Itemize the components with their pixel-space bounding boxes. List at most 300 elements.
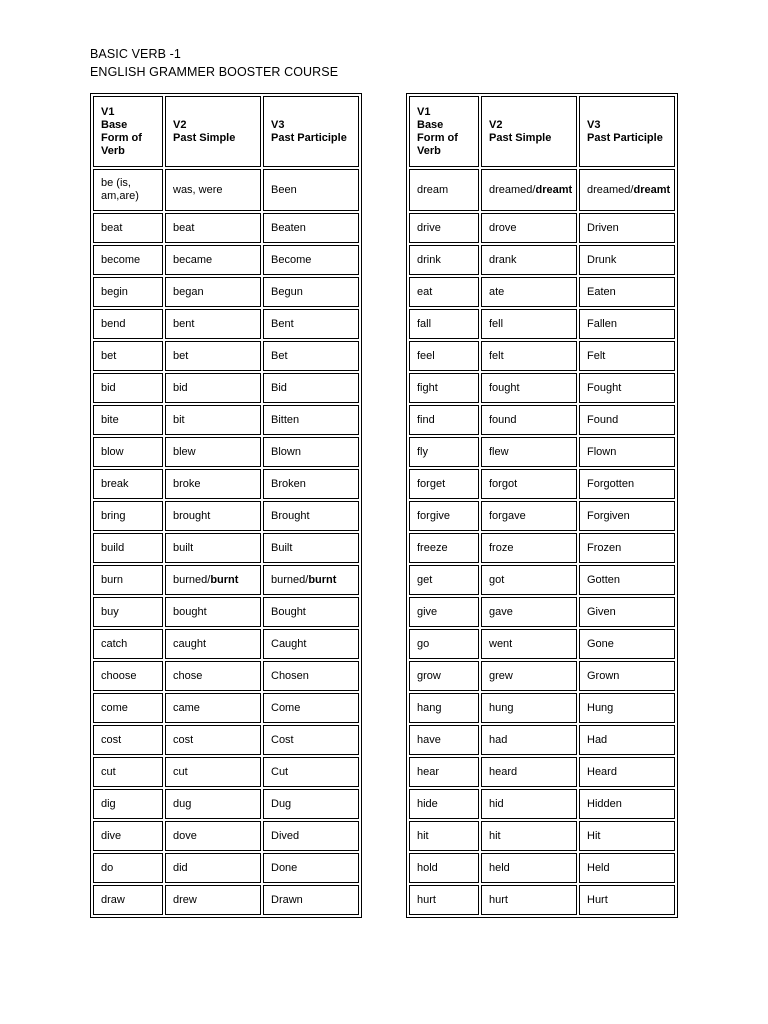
verb-cell-v2 [165, 437, 261, 467]
verb-cell-v3 [579, 757, 675, 787]
verb-form: burned/ [271, 573, 309, 586]
verb-form: was, were [173, 183, 223, 196]
verb-cell-v3 [263, 169, 359, 211]
verb-cell-v1 [409, 169, 479, 211]
verb-form: fell [489, 317, 504, 330]
verb-cell-v1 [409, 757, 479, 787]
verb-form: drive [417, 221, 441, 234]
table-row [93, 373, 359, 403]
table-row [93, 725, 359, 755]
verb-cell-v1 [93, 469, 163, 499]
verb-cell-v3 [579, 309, 675, 339]
verb-form: forgive [417, 509, 451, 522]
verb-form: bought [173, 605, 207, 618]
verb-cell-v1 [93, 213, 163, 243]
verb-cell-v2 [481, 629, 577, 659]
table-row [93, 533, 359, 563]
verb-cell-v3 [579, 885, 675, 915]
verb-form: dive [101, 829, 122, 842]
column-header-line: Form of [417, 131, 458, 144]
verb-form: Fallen [587, 317, 617, 330]
table-row [93, 597, 359, 627]
verb-cell-v3 [263, 629, 359, 659]
verb-form: Chosen [271, 669, 309, 682]
verb-cell-v3 [263, 469, 359, 499]
verb-cell-v1 [409, 629, 479, 659]
verb-cell-v3 [263, 501, 359, 531]
verb-cell-v3 [263, 661, 359, 691]
verb-cell-v2 [481, 277, 577, 307]
verb-cell-v1 [409, 213, 479, 243]
verb-form: Heard [587, 765, 617, 778]
verb-cell-v2 [481, 821, 577, 851]
verb-form: Blown [271, 445, 301, 458]
verb-cell-v1 [409, 725, 479, 755]
verb-form: Found [587, 413, 619, 426]
column-header-line: Form of [101, 131, 142, 144]
verb-cell-v3 [579, 469, 675, 499]
verb-form: beat [173, 221, 195, 234]
verb-form: Driven [587, 221, 619, 234]
verb-form: go [417, 637, 430, 650]
verb-cell-v3 [263, 373, 359, 403]
verb-cell-v1 [93, 821, 163, 851]
verb-cell-v2 [481, 757, 577, 787]
verb-cell-v1 [409, 853, 479, 883]
verb-form: hit [417, 829, 429, 842]
column-header-line: Verb [417, 144, 441, 157]
verb-form: forgave [489, 509, 526, 522]
table-row [409, 853, 675, 883]
table-row [409, 405, 675, 435]
verb-form: Hidden [587, 797, 622, 810]
verb-form: build [101, 541, 125, 554]
verb-form: grow [417, 669, 441, 682]
verb-cell-v2 [481, 373, 577, 403]
column-header-line: Base [417, 118, 444, 131]
column-header-line: V3 [271, 118, 285, 131]
verb-form: Fought [587, 381, 622, 394]
table-row [93, 757, 359, 787]
verb-cell-v3 [579, 853, 675, 883]
verb-form: fight [417, 381, 438, 394]
verb-form: hurt [417, 893, 436, 906]
table-row [409, 821, 675, 851]
verb-cell-v1 [409, 565, 479, 595]
verb-cell-v3 [579, 725, 675, 755]
verb-cell-v3 [263, 725, 359, 755]
verb-form: Had [587, 733, 608, 746]
table-row [409, 501, 675, 531]
verb-cell-v1 [409, 341, 479, 371]
verb-form: Hit [587, 829, 601, 842]
table-row [409, 277, 675, 307]
verb-form: came [173, 701, 200, 714]
verb-cell-v1 [409, 789, 479, 819]
verb-cell-v2 [481, 885, 577, 915]
table-row [93, 885, 359, 915]
verb-cell-v2 [481, 169, 577, 211]
verb-cell-v3 [263, 341, 359, 371]
verb-form: Bent [271, 317, 294, 330]
verb-form: got [489, 573, 505, 586]
verb-form: heard [489, 765, 518, 778]
verb-cell-v2 [165, 565, 261, 595]
column-header-line: V2 [489, 118, 503, 131]
verb-form-alt: burnt [308, 573, 337, 586]
verb-cell-v1 [93, 169, 163, 211]
table-row [409, 725, 675, 755]
verb-form: did [173, 861, 188, 874]
verb-form: choose [101, 669, 137, 682]
verb-cell-v2 [481, 693, 577, 723]
verb-cell-v3 [579, 661, 675, 691]
verb-form: built [173, 541, 194, 554]
verb-cell-v2 [481, 245, 577, 275]
table-row [93, 469, 359, 499]
verb-cell-v3 [579, 597, 675, 627]
verb-form: Dived [271, 829, 300, 842]
verb-cell-v2 [165, 245, 261, 275]
verb-cell-v1 [409, 597, 479, 627]
verb-form: hold [417, 861, 438, 874]
verb-form: dig [101, 797, 116, 810]
verb-cell-v1 [93, 757, 163, 787]
verb-cell-v3 [263, 597, 359, 627]
verb-form: bet [101, 349, 117, 362]
verb-cell-v1 [409, 373, 479, 403]
verb-form: broke [173, 477, 201, 490]
verb-form: bid [101, 381, 116, 394]
verb-form: be (is, am,are) [101, 177, 139, 202]
verb-form: hide [417, 797, 438, 810]
verb-form: Felt [587, 349, 606, 362]
verb-form: Forgiven [587, 509, 630, 522]
verb-cell-v1 [93, 661, 163, 691]
verb-form: Cost [271, 733, 294, 746]
verb-form: fought [489, 381, 520, 394]
verb-cell-v1 [409, 661, 479, 691]
verb-form: dreamed/ [587, 183, 634, 196]
verb-form: Cut [271, 765, 289, 778]
verb-cell-v3 [263, 245, 359, 275]
verb-form: do [101, 861, 114, 874]
verb-cell-v2 [165, 469, 261, 499]
verb-cell-v1 [93, 725, 163, 755]
column-header-v1 [93, 96, 163, 167]
verb-form: dove [173, 829, 197, 842]
verb-form: felt [489, 349, 504, 362]
verb-form: catch [101, 637, 128, 650]
table-row [409, 661, 675, 691]
verb-form: Eaten [587, 285, 616, 298]
verb-cell-v3 [579, 565, 675, 595]
verb-cell-v1 [93, 341, 163, 371]
verb-form: dreamed/ [489, 183, 536, 196]
verb-cell-v3 [579, 629, 675, 659]
table-row [93, 661, 359, 691]
table-row [93, 501, 359, 531]
verb-form: became [173, 253, 213, 266]
verb-cell-v1 [409, 277, 479, 307]
verb-cell-v2 [481, 661, 577, 691]
verb-cell-v2 [481, 213, 577, 243]
verb-cell-v1 [93, 373, 163, 403]
verb-form: gave [489, 605, 513, 618]
verb-cell-v2 [481, 437, 577, 467]
verb-cell-v1 [409, 821, 479, 851]
verb-cell-v2 [481, 533, 577, 563]
verb-form: Drawn [271, 893, 303, 906]
table-row [409, 373, 675, 403]
verb-cell-v2 [165, 821, 261, 851]
verb-form: beat [101, 221, 123, 234]
verb-form: feel [417, 349, 435, 362]
table-row [409, 245, 675, 275]
verb-form: become [101, 253, 141, 266]
verb-form: bit [173, 413, 185, 426]
column-header-line: Base [101, 118, 128, 131]
verb-cell-v3 [579, 789, 675, 819]
table-row [93, 437, 359, 467]
verb-cell-v2 [481, 789, 577, 819]
verb-form: Gone [587, 637, 614, 650]
verb-cell-v3 [263, 885, 359, 915]
verb-cell-v1 [93, 533, 163, 563]
table-row [93, 853, 359, 883]
verb-cell-v2 [165, 533, 261, 563]
table-row [93, 405, 359, 435]
verb-cell-v1 [93, 501, 163, 531]
verb-form: cost [173, 733, 194, 746]
verb-form: bend [101, 317, 126, 330]
verb-form: Held [587, 861, 610, 874]
verb-cell-v3 [579, 169, 675, 211]
table-row [93, 213, 359, 243]
verb-form: had [489, 733, 508, 746]
verb-form: bent [173, 317, 195, 330]
verb-table-left [90, 93, 362, 918]
verb-form: caught [173, 637, 207, 650]
column-header-line: Past Participle [271, 131, 347, 144]
table-row [93, 629, 359, 659]
verb-cell-v1 [93, 437, 163, 467]
verb-form: Beaten [271, 221, 306, 234]
verb-cell-v1 [409, 309, 479, 339]
verb-form: fall [417, 317, 432, 330]
verb-cell-v2 [481, 501, 577, 531]
verb-form: drew [173, 893, 197, 906]
verb-form: went [489, 637, 513, 650]
verb-cell-v1 [409, 501, 479, 531]
verb-form: burned/ [173, 573, 211, 586]
verb-table-right [406, 93, 678, 918]
table-row [409, 309, 675, 339]
verb-form: Hung [587, 701, 614, 714]
verb-form: forget [417, 477, 446, 490]
verb-form: drink [417, 253, 441, 266]
verb-form: Dug [271, 797, 292, 810]
verb-form: bid [173, 381, 188, 394]
table-row [93, 169, 359, 211]
verb-cell-v2 [165, 309, 261, 339]
verb-cell-v2 [165, 853, 261, 883]
verb-form: hung [489, 701, 514, 714]
verb-form: Been [271, 183, 297, 196]
table-header-row [93, 96, 359, 167]
verb-cell-v1 [93, 853, 163, 883]
verb-form: bring [101, 509, 126, 522]
verb-cell-v2 [481, 341, 577, 371]
verb-cell-v1 [409, 693, 479, 723]
verb-cell-v1 [409, 245, 479, 275]
verb-form: blew [173, 445, 196, 458]
verb-cell-v1 [409, 405, 479, 435]
column-header-v2 [165, 96, 261, 167]
verb-form: cost [101, 733, 122, 746]
verb-form: dream [417, 183, 449, 196]
verb-form: froze [489, 541, 514, 554]
verb-form: Bet [271, 349, 288, 362]
verb-form: freeze [417, 541, 448, 554]
verb-cell-v1 [93, 597, 163, 627]
table-row [409, 597, 675, 627]
verb-cell-v3 [579, 213, 675, 243]
verb-form-alt: burnt [210, 573, 239, 586]
table-row [93, 277, 359, 307]
verb-cell-v1 [93, 565, 163, 595]
verb-cell-v2 [165, 169, 261, 211]
verb-form: Bitten [271, 413, 300, 426]
verb-cell-v1 [93, 629, 163, 659]
table-row [93, 245, 359, 275]
verb-form: Flown [587, 445, 617, 458]
verb-cell-v3 [263, 213, 359, 243]
verb-form: find [417, 413, 435, 426]
verb-form: forgot [489, 477, 518, 490]
verb-cell-v2 [165, 629, 261, 659]
verb-cell-v2 [165, 501, 261, 531]
verb-cell-v3 [579, 501, 675, 531]
verb-cell-v2 [165, 757, 261, 787]
table-row [409, 885, 675, 915]
verb-cell-v2 [481, 469, 577, 499]
verb-form: Forgotten [587, 477, 635, 490]
verb-cell-v2 [481, 597, 577, 627]
table-row [93, 341, 359, 371]
verb-form: burn [101, 573, 124, 586]
verb-form: cut [101, 765, 116, 778]
verb-cell-v2 [165, 213, 261, 243]
verb-form: drank [489, 253, 517, 266]
verb-cell-v3 [579, 341, 675, 371]
verb-cell-v3 [579, 437, 675, 467]
column-header-line: Verb [101, 144, 125, 157]
verb-cell-v3 [263, 437, 359, 467]
column-header-v1 [409, 96, 479, 167]
table-row [409, 213, 675, 243]
verb-form: cut [173, 765, 188, 778]
column-header-line: Past Participle [587, 131, 663, 144]
verb-form: Become [271, 253, 312, 266]
verb-form: ate [489, 285, 505, 298]
verb-cell-v3 [263, 565, 359, 595]
verb-form: dug [173, 797, 192, 810]
verb-form: held [489, 861, 510, 874]
verb-cell-v2 [165, 693, 261, 723]
verb-form: flew [489, 445, 509, 458]
verb-form: hurt [489, 893, 508, 906]
verb-cell-v2 [165, 725, 261, 755]
verb-cell-v2 [165, 597, 261, 627]
verb-cell-v1 [93, 405, 163, 435]
verb-cell-v2 [481, 853, 577, 883]
verb-form: Gotten [587, 573, 621, 586]
verb-form: hear [417, 765, 440, 778]
verb-cell-v3 [579, 245, 675, 275]
table-row [409, 565, 675, 595]
verb-form: Hurt [587, 893, 608, 906]
verb-form: Bid [271, 381, 287, 394]
verb-cell-v1 [93, 693, 163, 723]
table-row [409, 693, 675, 723]
verb-form-alt: dreamt [535, 183, 573, 196]
verb-cell-v3 [579, 277, 675, 307]
column-header-line: V3 [587, 118, 601, 131]
verb-form: Begun [271, 285, 303, 298]
verb-cell-v2 [481, 405, 577, 435]
table-row [409, 533, 675, 563]
verb-form: Grown [587, 669, 620, 682]
verb-cell-v1 [93, 789, 163, 819]
table-row [93, 821, 359, 851]
verb-form: bite [101, 413, 119, 426]
table-row [409, 789, 675, 819]
table-row [93, 309, 359, 339]
verb-form: bet [173, 349, 189, 362]
verb-form: break [101, 477, 129, 490]
verb-form: eat [417, 285, 433, 298]
verb-form: Caught [271, 637, 307, 650]
verb-cell-v3 [263, 277, 359, 307]
verb-cell-v1 [93, 309, 163, 339]
verb-cell-v3 [579, 373, 675, 403]
verb-cell-v2 [165, 661, 261, 691]
verb-form: get [417, 573, 433, 586]
verb-cell-v1 [409, 885, 479, 915]
verb-form: Bought [271, 605, 306, 618]
table-row [93, 693, 359, 723]
verb-form: have [417, 733, 441, 746]
verb-form: began [173, 285, 204, 298]
verb-form: Come [271, 701, 301, 714]
verb-cell-v2 [165, 341, 261, 371]
column-header-line: V1 [101, 105, 115, 118]
verb-cell-v1 [409, 469, 479, 499]
verb-cell-v2 [481, 565, 577, 595]
verb-cell-v3 [263, 533, 359, 563]
table-row [93, 565, 359, 595]
verb-cell-v3 [579, 821, 675, 851]
verb-form: hit [489, 829, 501, 842]
verb-cell-v2 [165, 373, 261, 403]
verb-cell-v3 [263, 405, 359, 435]
verb-form: Done [271, 861, 298, 874]
document-title: BASIC VERB -1 [90, 47, 181, 61]
verb-cell-v3 [263, 821, 359, 851]
verb-form: Given [587, 605, 616, 618]
verb-cell-v1 [93, 245, 163, 275]
